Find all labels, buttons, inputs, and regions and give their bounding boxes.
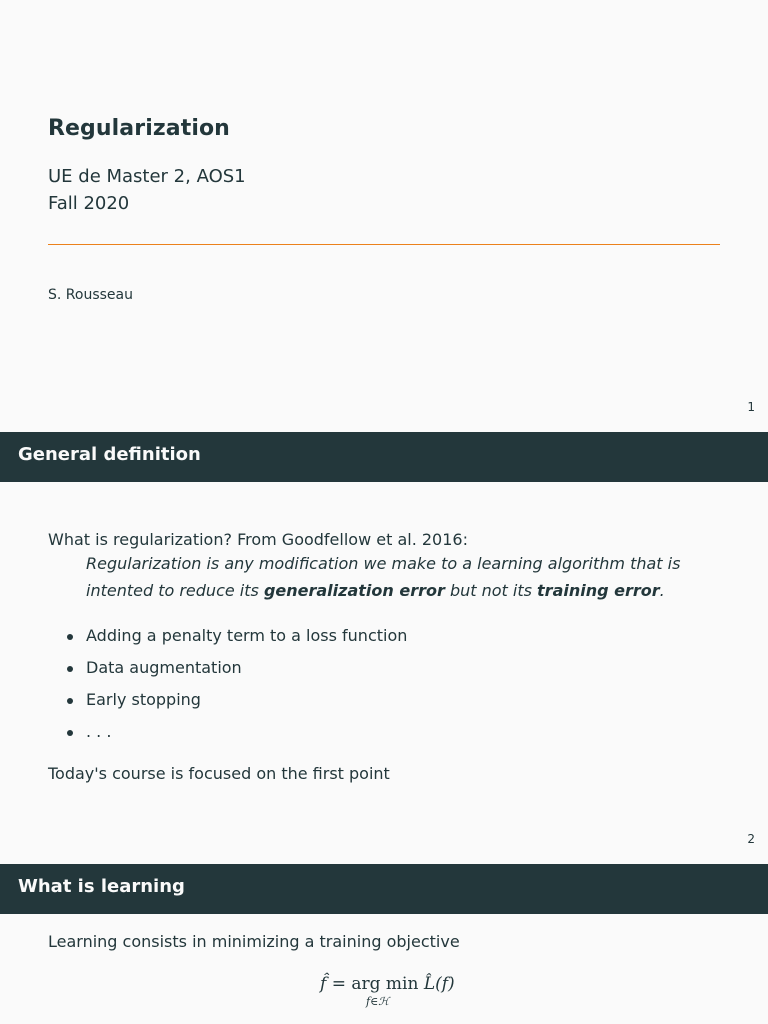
subtitle-course: UE de Master 2, AOS1 [48,166,246,187]
page-number: 1 [747,400,755,414]
list-item: . . . [64,722,407,754]
frame-title-bar [0,864,768,914]
argmin-formula [320,974,455,1008]
formula-rhs: L̂(f) [423,974,455,994]
bullet-list [64,626,407,754]
slide-what-is-learning [0,864,768,1024]
formula-equals: = [326,974,352,994]
frame-title: General definition [18,444,201,465]
frame-title-bar [0,432,768,482]
formula-lhs: f̂ [320,974,327,994]
intro-text: Learning consists in minimizing a training objective [48,932,460,951]
quote-emphasis: training error [537,581,660,600]
formula-operator: arg min [351,974,424,994]
intro-text: What is regularization? From Goodfellow et al. 2016: [48,530,468,549]
page-number: 2 [747,832,755,846]
frame-title: What is learning [18,876,185,897]
quote-text: but not its [444,581,538,600]
list-item: Adding a penalty term to a loss function [64,626,407,658]
presentation-title: Regularization [48,116,230,141]
quote-text: . [659,581,665,600]
definition-quote [86,550,686,604]
list-item: Data augmentation [64,658,407,690]
title-slide [0,0,768,432]
quote-emphasis: generalization error [263,581,445,600]
author: S. Rousseau [48,287,133,303]
conclusion-text: Today's course is focused on the first point [48,764,390,783]
presentation-subtitle [48,163,246,217]
formula-subscript: f∈ℋ [366,995,390,1008]
list-item: Early stopping [64,690,407,722]
quote-text: Regularization is any modification we make to a learning algorithm that is intented to reduce its [86,554,681,600]
slide-general-definition [0,432,768,864]
title-separator [48,244,720,245]
subtitle-term: Fall 2020 [48,193,130,214]
